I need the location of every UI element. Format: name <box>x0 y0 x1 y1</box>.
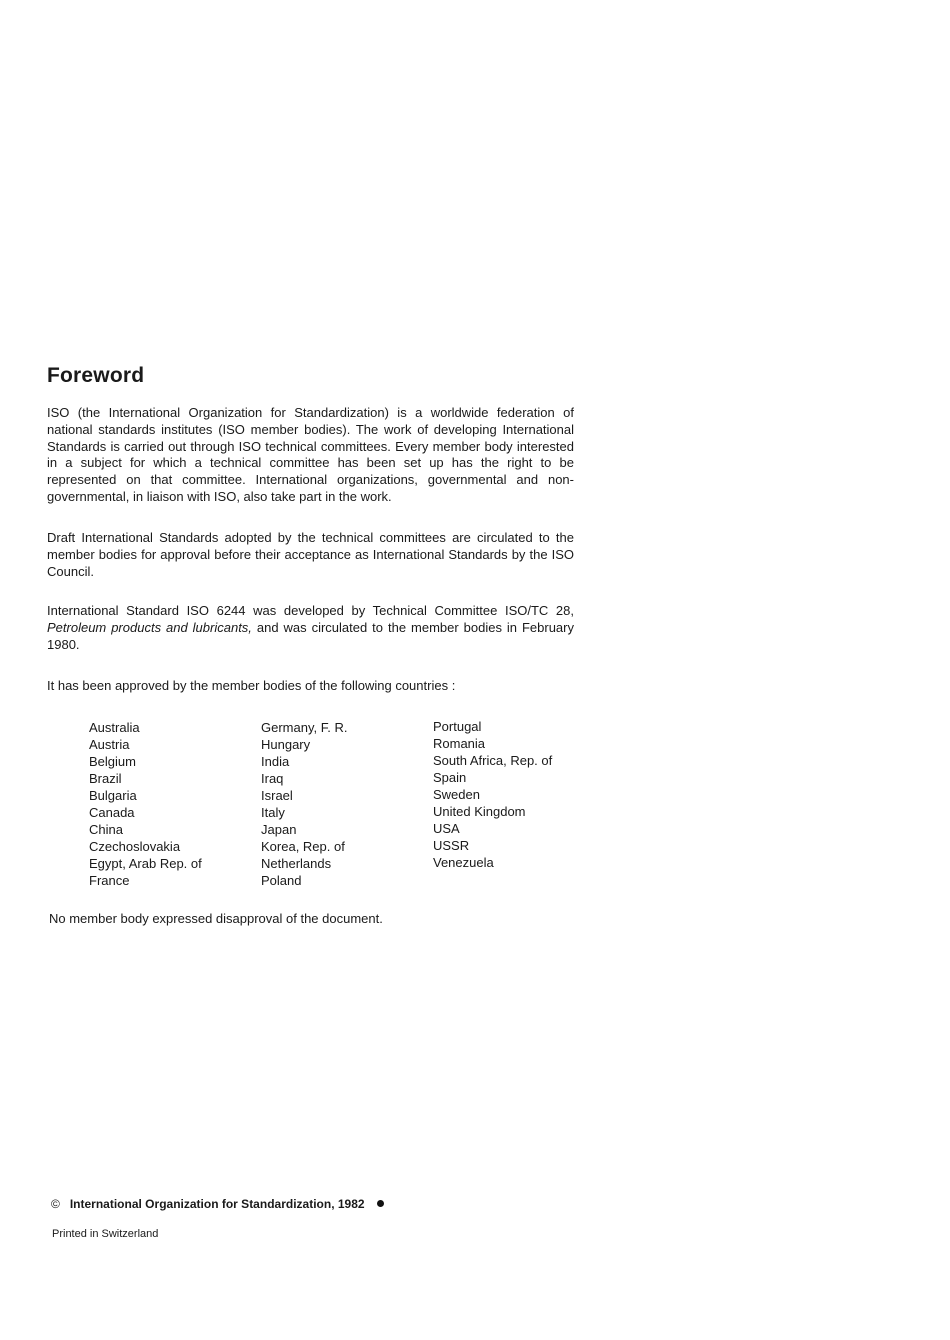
country-item: United Kingdom <box>433 804 526 819</box>
copyright-symbol: © <box>51 1197 60 1211</box>
country-item: Iraq <box>261 771 284 786</box>
country-item: Spain <box>433 770 467 785</box>
country-item: Italy <box>261 805 285 820</box>
approval-intro: It has been approved by the member bodies of the following countries : <box>47 678 456 693</box>
country-item: Czechoslovakia <box>89 839 181 854</box>
country-item: Canada <box>89 805 135 820</box>
country-item: Belgium <box>89 754 136 769</box>
bullet-dot-icon <box>377 1200 384 1207</box>
country-item: Egypt, Arab Rep. of <box>89 856 202 871</box>
foreword-paragraph-draft-standards: Draft International Standards adopted by the technical committees are circulated to the member bodies for approval before their acceptance as International Standards by the ISO Council. <box>47 530 574 579</box>
country-item: Korea, Rep. of <box>261 839 345 854</box>
country-item: Bulgaria <box>89 788 137 803</box>
country-item: Poland <box>261 873 302 888</box>
country-item: Sweden <box>433 787 480 802</box>
country-item: Israel <box>261 788 293 803</box>
copyright-line <box>51 1197 384 1211</box>
country-item: Portugal <box>433 719 482 734</box>
country-list-column-2 <box>261 719 347 889</box>
country-item: India <box>261 754 290 769</box>
country-item: South Africa, Rep. of <box>433 753 553 768</box>
foreword-paragraph-iso: ISO (the International Organization for Standardization) is a worldwide federation of national standards institutes (ISO member bodies). The work of developing International Standards is carried out through ISO technical committees. Every member body interested in a subject for which a technical committee has been set up has the right to be represented on that committee. International organizations, governmental and non-governmental, in liaison with ISO, also take part in the work. <box>47 405 574 504</box>
disapproval-note: No member body expressed disapproval of the document. <box>49 911 383 926</box>
country-item: Venezuela <box>433 855 494 870</box>
foreword-heading: Foreword <box>47 364 145 387</box>
country-item: USA <box>433 821 460 836</box>
country-list-column-3 <box>433 718 552 871</box>
country-item: France <box>89 873 130 888</box>
foreword-paragraph-development <box>47 603 574 653</box>
country-item: Germany, F. R. <box>261 720 348 735</box>
country-item: Japan <box>261 822 297 837</box>
country-item: Australia <box>89 720 140 735</box>
country-item: USSR <box>433 838 470 853</box>
copyright-holder: International Organization for Standardization, 1982 <box>69 1197 365 1211</box>
country-item: Netherlands <box>261 856 332 871</box>
country-item: Hungary <box>261 737 311 752</box>
country-item: Brazil <box>89 771 122 786</box>
country-item: Romania <box>433 736 486 751</box>
country-item: China <box>89 822 123 837</box>
country-list-column-1 <box>89 719 202 889</box>
committee-title: Petroleum products and lubricants, <box>47 619 252 635</box>
printed-in-note: Printed in Switzerland <box>52 1228 159 1240</box>
development-text-end: and was circulated to the member bodies in February 1980. <box>47 619 574 652</box>
country-item: Austria <box>89 737 130 752</box>
development-text-start: International Standard ISO 6244 was developed by Technical Committee ISO/TC 28, <box>47 603 574 618</box>
